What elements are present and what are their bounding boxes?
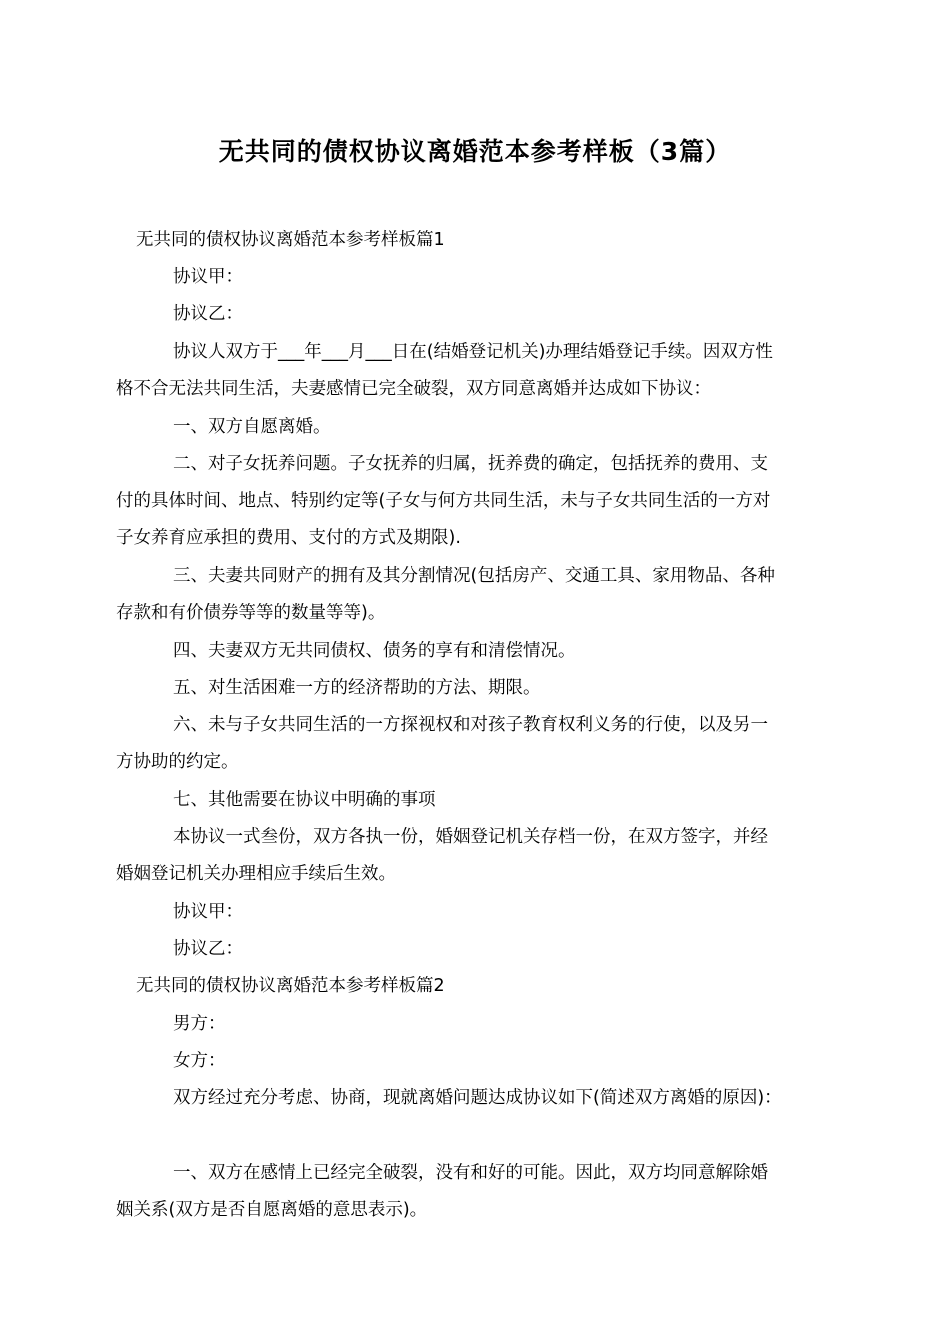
- clause-line: 六、未与子女共同生活的一方探视权和对孩子教育权利义务的行使，以及另一: [173, 715, 768, 735]
- paragraph-line: 本协议一式叁份，双方各执一份，婚姻登记机关存档一份，在双方签字，并经: [173, 827, 768, 847]
- party-a-label: 协议甲：: [173, 902, 243, 922]
- paragraph-line: 付的具体时间、地点、特别约定等(子女与何方共同生活，未与子女共同生活的一方对: [116, 491, 771, 511]
- paragraph-line: 姻关系(双方是否自愿离婚的意思表示)。: [116, 1200, 428, 1220]
- clause-line: 三、夫妻共同财产的拥有及其分割情况(包括房产、交通工具、家用物品、各种: [173, 566, 775, 586]
- party-b-label: 协议乙：: [173, 304, 243, 324]
- paragraph-line: 格不合无法共同生活，夫妻感情已完全破裂，双方同意离婚并达成如下协议：: [116, 379, 711, 399]
- paragraph-line: 协议人双方于___年___月___日在(结婚登记机关)办理结婚登记手续。因双方性: [173, 342, 773, 362]
- clause-line: 一、双方自愿离婚。: [173, 417, 331, 437]
- paragraph-line: 存款和有价债券等等的数量等等)。: [116, 603, 386, 623]
- paragraph-line: 婚姻登记机关办理相应手续后生效。: [116, 864, 396, 884]
- paragraph-line: 双方经过充分考虑、协商，现就离婚问题达成协议如下(简述双方离婚的原因)：: [173, 1088, 782, 1108]
- section-heading-1: 无共同的债权协议离婚范本参考样板篇1: [136, 230, 445, 250]
- party-b-label: 协议乙：: [173, 939, 243, 959]
- female-party-label: 女方：: [173, 1051, 226, 1071]
- clause-line: 二、对子女抚养问题。子女抚养的归属，抚养费的确定，包括抚养的费用、支: [173, 454, 768, 474]
- paragraph-line: 方协助的约定。: [116, 752, 239, 772]
- paragraph-line: 子女养育应承担的费用、支付的方式及期限).: [116, 528, 461, 548]
- party-a-label: 协议甲：: [173, 267, 243, 287]
- clause-line: 一、双方在感情上已经完全破裂，没有和好的可能。因此，双方均同意解除婚: [173, 1163, 768, 1183]
- clause-line: 五、对生活困难一方的经济帮助的方法、期限。: [173, 678, 541, 698]
- clause-line: 七、其他需要在协议中明确的事项: [173, 790, 436, 810]
- male-party-label: 男方：: [173, 1014, 226, 1034]
- clause-line: 四、夫妻双方无共同债权、债务的享有和清偿情况。: [173, 641, 576, 661]
- section-heading-2: 无共同的债权协议离婚范本参考样板篇2: [136, 976, 445, 996]
- document-title: 无共同的债权协议离婚范本参考样板（3篇）: [218, 137, 732, 166]
